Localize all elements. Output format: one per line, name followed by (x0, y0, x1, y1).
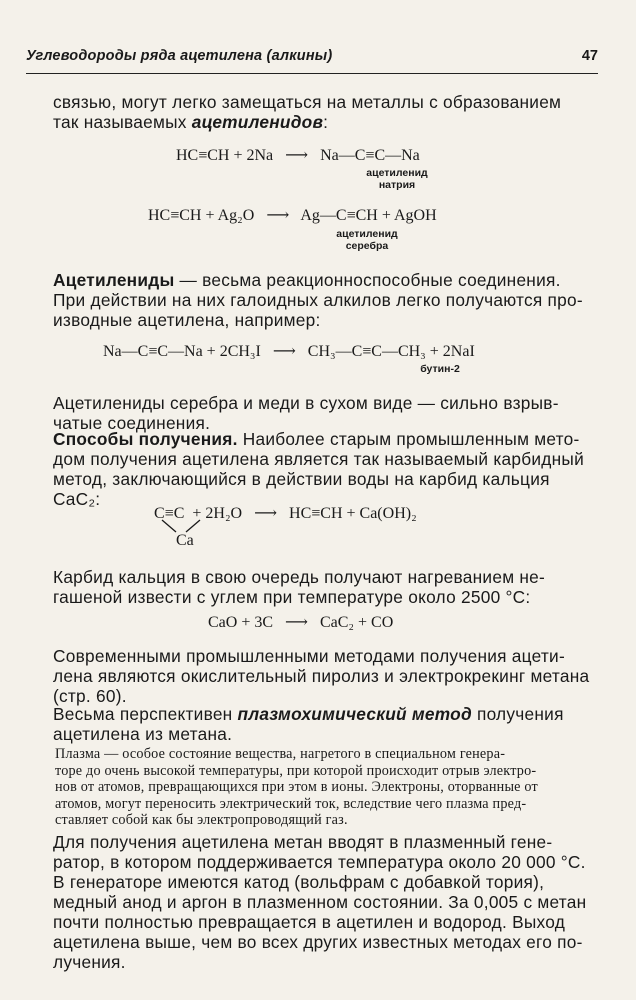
running-title: Углеводороды ряда ацетилена (алкины) (26, 48, 333, 64)
eq-right: Ag—C≡CH + AgOH (300, 207, 437, 224)
line: почти полностью превращается в ацетилен и водород. Выход (53, 912, 566, 932)
line: При действии на них галоидных алкилов легко получаются про- (53, 290, 583, 310)
term-acetylenides-heading: Ацетилениды (53, 270, 175, 290)
paragraph-1 (53, 92, 598, 132)
eq-right: CaC₂ + CO (319, 614, 394, 631)
line: чатые соединения. (53, 413, 211, 433)
paragraph-3 (53, 393, 598, 433)
term-acetylenides: ацетиленидов (191, 112, 324, 132)
line: CaC₂: (53, 489, 101, 509)
caption-butyne: бутин-2 (420, 363, 460, 375)
equation-3 (103, 341, 475, 361)
line: Ацетилениды серебра и меди в сухом виде — сильно взрыв- (53, 393, 559, 413)
line: дом получения ацетилена является так называемый карбидный (53, 449, 584, 469)
caption-sodium-acetylenide: ацетиленид натрия (366, 167, 428, 191)
line: ацетилена из метана. (53, 724, 233, 744)
reaction-arrow: ⟶ (272, 343, 296, 360)
line: Ацетилениды — весьма реакционноспособные соединения. (53, 270, 561, 290)
page-header (26, 46, 598, 72)
equation-5 (208, 612, 393, 632)
line: изводные ацетилена, например: (53, 310, 321, 330)
eq-right: Na—C≡C—Na (320, 147, 420, 164)
paragraph-2 (53, 270, 598, 330)
caption-silver-acetylenide: ацетиленид серебра (336, 228, 398, 252)
eq-right: HC≡CH + Ca(OH)₂ (289, 505, 417, 522)
header-rule (26, 73, 598, 74)
section-heading-methods: Способы получения. (53, 429, 238, 449)
reaction-arrow: ⟶ (285, 614, 308, 631)
note-line: торе до очень высокой температуры, при которой происходит отрыв электро- (55, 762, 537, 779)
line: метод, заключающийся в действии воды на карбид кальция (53, 469, 550, 489)
eq-right: CH₃—C≡C—CH₃ + 2NaI (307, 343, 475, 360)
line: Способы получения. Наиболее старым промышленным мето- (53, 429, 580, 449)
line: (стр. 60). (53, 686, 127, 706)
eq-left: HC≡CH + 2Na (176, 147, 274, 164)
reaction-arrow: ⟶ (254, 505, 278, 522)
carbide-formula-top: C≡C (154, 505, 185, 522)
paragraph-8 (53, 832, 598, 872)
line: Для получения ацетилена метан вводят в плазменный гене- (53, 832, 553, 852)
line: гашеной извести с углем при температуре около 2500 °C: (53, 587, 531, 607)
eq-reagent: + 2H₂O (192, 505, 243, 522)
note-line: ставляет собой как бы электропроводящий газ. (55, 812, 348, 828)
line: медный анод и аргон в плазменном состоянии. За 0,005 с метан (53, 892, 587, 912)
eq-left: Na—C≡C—Na + 2CH₃I (103, 343, 261, 360)
line: В генераторе имеются катод (вольфрам с добавкой тория), (53, 872, 545, 892)
term-plasma-method: плазмохимический метод (237, 704, 472, 724)
line: Современными промышленными методами получения ацети- (53, 646, 565, 666)
note-plasma (55, 746, 595, 829)
carbide-formula-bottom: Ca (176, 532, 194, 549)
paragraph-7 (53, 704, 598, 744)
paragraph-9 (53, 872, 598, 972)
line: ацетилена выше, чем во всех других известных методах его по- (53, 932, 583, 952)
paragraph-4 (53, 429, 598, 509)
eq-left: HC≡CH + Ag₂O (148, 207, 255, 224)
note-line: нов от атомов, превращающихся при этом в ионы. Электроны, оторванные от (55, 779, 538, 795)
line: ратор, в котором поддерживается температура около 20 000 °C. (53, 852, 586, 872)
reaction-arrow: ⟶ (266, 207, 290, 224)
line: Карбид кальция в свою очередь получают нагреванием не- (53, 567, 546, 587)
note-line: Плазма — особое состояние вещества, нагретого в специальном генера- (55, 746, 506, 762)
line: лена являются окислительный пиролиз и электрокрекинг метана (53, 666, 590, 686)
line: так называемых ацетиленидов: (53, 112, 329, 132)
line: лучения. (53, 952, 126, 972)
equation-2 (148, 205, 437, 225)
equation-1 (176, 145, 420, 165)
paragraph-5 (53, 567, 598, 607)
line: Весьма перспективен плазмохимический метод получения (53, 704, 564, 724)
reaction-arrow: ⟶ (285, 147, 309, 164)
line: связью, могут легко замещаться на металлы с образованием (53, 92, 562, 112)
eq-left: CaO + 3C (208, 614, 274, 631)
paragraph-6 (53, 646, 598, 706)
page-number: 47 (581, 48, 598, 64)
note-line: атомов, могут переносить электрический ток, вследствие чего плазма пред- (55, 795, 527, 812)
